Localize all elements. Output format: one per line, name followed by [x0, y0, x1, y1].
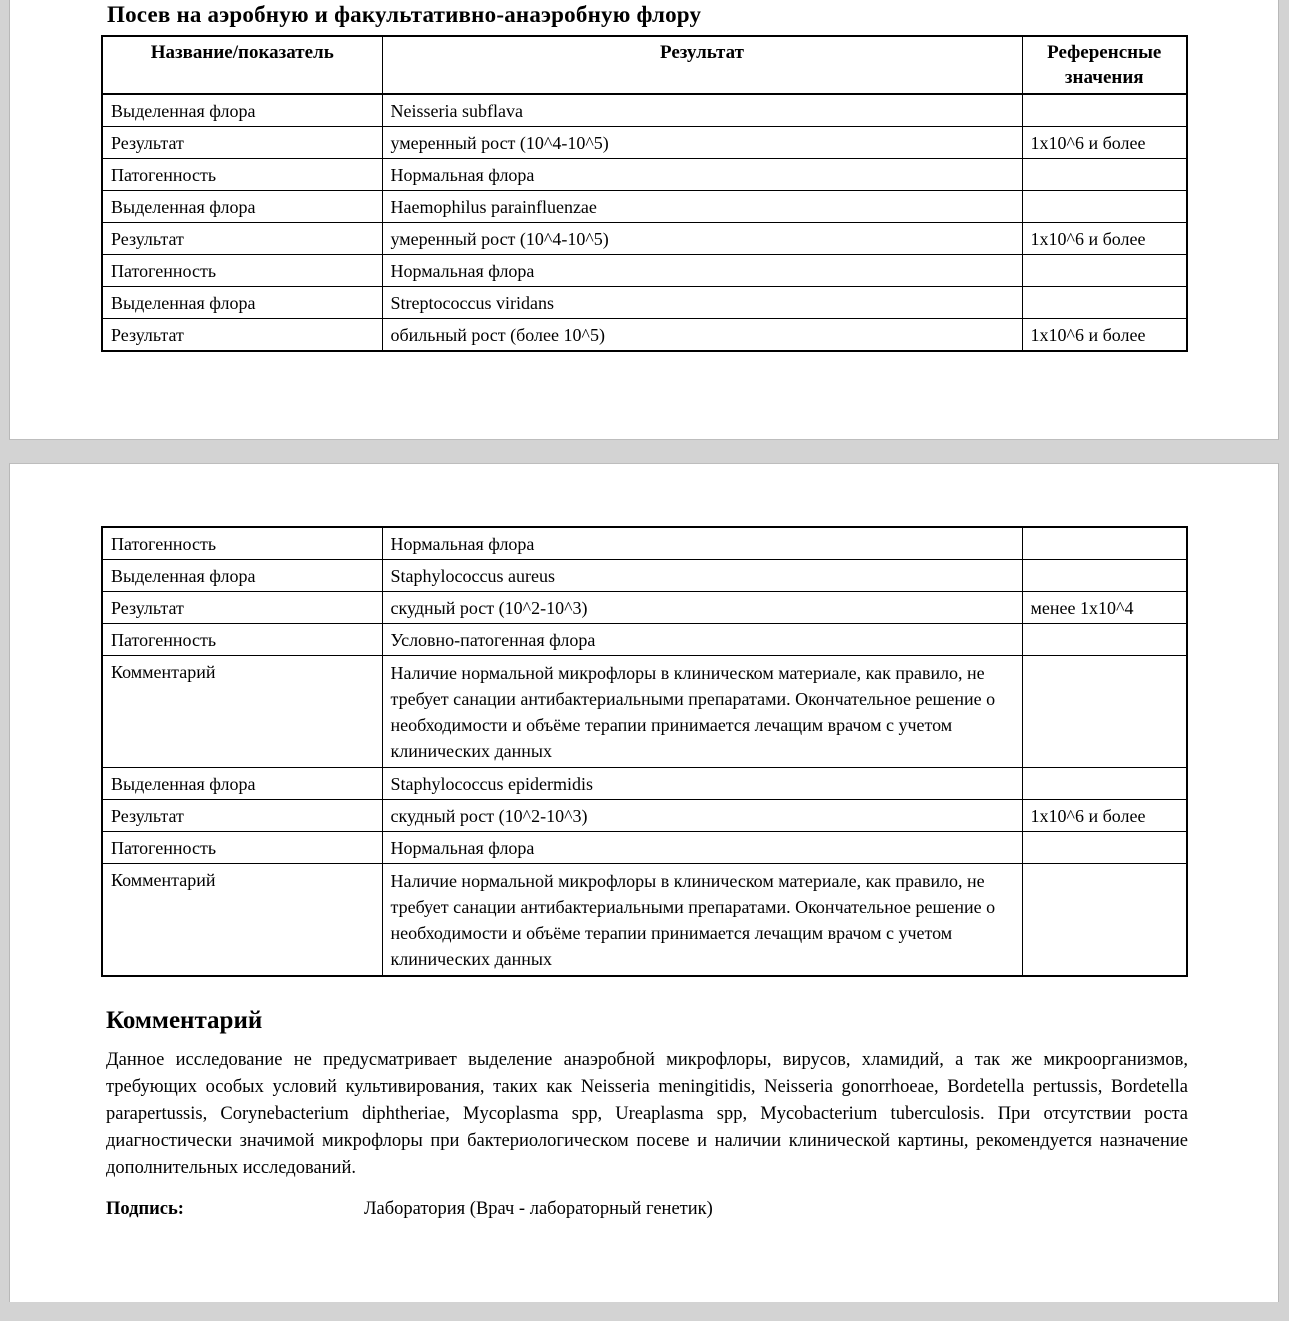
cell-ref: [1022, 287, 1187, 319]
table-row: [102, 527, 1187, 560]
document-page-2: [9, 463, 1279, 1302]
header-name-indicator: Название/показатель: [102, 36, 382, 94]
cell-result: Нормальная флора: [382, 255, 1022, 287]
cell-label: Комментарий: [102, 656, 382, 768]
cell-ref: [1022, 832, 1187, 864]
cell-ref: [1022, 624, 1187, 656]
cell-label: Результат: [102, 319, 382, 352]
cell-result: умеренный рост (10^4-10^5): [382, 127, 1022, 159]
cell-label: Выделенная флора: [102, 287, 382, 319]
signature-label: Подпись:: [106, 1199, 184, 1219]
document-page-1: [9, 0, 1279, 440]
table-row-comment: [102, 656, 1187, 768]
cell-label: Патогенность: [102, 527, 382, 560]
cell-result: скудный рост (10^2-10^3): [382, 800, 1022, 832]
culture-results-table-page1: [101, 35, 1188, 352]
cell-label: Результат: [102, 800, 382, 832]
cell-result: Наличие нормальной микрофлоры в клиническом материале, как правило, не требует санации антибактериальными препаратами. Окончательное решение о необходимости и объёме терапии принимается лечащим врачом с учетом клинических данных: [382, 656, 1022, 768]
cell-label: Выделенная флора: [102, 191, 382, 223]
signature-value: Лаборатория (Врач - лабораторный генетик): [364, 1199, 713, 1219]
table-row: [102, 191, 1187, 223]
cell-result: обильный рост (более 10^5): [382, 319, 1022, 352]
table-row: [102, 319, 1187, 352]
cell-result: Staphylococcus aureus: [382, 560, 1022, 592]
cell-label: Патогенность: [102, 159, 382, 191]
cell-result: умеренный рост (10^4-10^5): [382, 223, 1022, 255]
table-row: [102, 223, 1187, 255]
cell-label: Комментарий: [102, 864, 382, 977]
cell-ref: 1x10^6 и более: [1022, 223, 1187, 255]
report-title: Посев на аэробную и факультативно-анаэробную флору: [107, 2, 702, 27]
cell-result: Наличие нормальной микрофлоры в клиническом материале, как правило, не требует санации антибактериальными препаратами. Окончательное решение о необходимости и объёме терапии принимается лечащим врачом с учетом клинических данных: [382, 864, 1022, 977]
table-row: [102, 159, 1187, 191]
cell-ref: менее 1x10^4: [1022, 592, 1187, 624]
header-reference-values: Референсные значения: [1022, 36, 1187, 94]
table-row: [102, 560, 1187, 592]
table-row: [102, 255, 1187, 287]
cell-label: Выделенная флора: [102, 768, 382, 800]
table-header-row: [102, 36, 1187, 94]
cell-ref: [1022, 560, 1187, 592]
cell-label: Результат: [102, 223, 382, 255]
table-row: [102, 624, 1187, 656]
table-row: [102, 800, 1187, 832]
comment-section-body: Данное исследование не предусматривает выделение анаэробной микрофлоры, вирусов, хламидий, а так же микроорганизмов, требующих особых условий культивирования, таких как Neisseria meningitidis, Neisseria gonorrhoeae, Bordetella pertussis, Bordetella parapertussis, Corynebacterium diphtheriae, Mycoplasma spp, Ureaplasma spp, Mycobacterium tuberculosis. При отсутствии роста диагностически значимой микрофлоры при бактериологическом посеве и наличии клинической картины, рекомендуется назначение дополнительных исследований.: [106, 1050, 1188, 1178]
cell-label: Патогенность: [102, 255, 382, 287]
table-row-comment: [102, 864, 1187, 977]
cell-ref: [1022, 191, 1187, 223]
cell-ref: [1022, 527, 1187, 560]
cell-ref: [1022, 255, 1187, 287]
cell-result: скудный рост (10^2-10^3): [382, 592, 1022, 624]
table-row: [102, 127, 1187, 159]
cell-result: Haemophilus parainfluenzae: [382, 191, 1022, 223]
cell-result: Staphylococcus epidermidis: [382, 768, 1022, 800]
cell-result: Нормальная флора: [382, 159, 1022, 191]
cell-label: Выделенная флора: [102, 560, 382, 592]
table-row: [102, 287, 1187, 319]
table-row: [102, 832, 1187, 864]
cell-ref: [1022, 864, 1187, 977]
cell-label: Выделенная флора: [102, 94, 382, 127]
table-row: [102, 94, 1187, 127]
cell-label: Патогенность: [102, 832, 382, 864]
cell-result: Нормальная флора: [382, 832, 1022, 864]
cell-label: Патогенность: [102, 624, 382, 656]
page-gap: [0, 440, 1289, 463]
cell-ref: 1x10^6 и более: [1022, 319, 1187, 352]
table-row: [102, 768, 1187, 800]
cell-label: Результат: [102, 127, 382, 159]
cell-ref: [1022, 94, 1187, 127]
cell-result: Neisseria subflava: [382, 94, 1022, 127]
signature-row: [106, 1196, 1278, 1222]
cell-ref: [1022, 656, 1187, 768]
culture-results-table-page2: [101, 526, 1188, 977]
header-result: Результат: [382, 36, 1022, 94]
cell-ref: 1x10^6 и более: [1022, 127, 1187, 159]
cell-result: Условно-патогенная флора: [382, 624, 1022, 656]
cell-result: Streptococcus viridans: [382, 287, 1022, 319]
cell-result: Нормальная флора: [382, 527, 1022, 560]
cell-ref: 1x10^6 и более: [1022, 800, 1187, 832]
table-row: [102, 592, 1187, 624]
comment-section-heading: Комментарий: [106, 1007, 263, 1034]
cell-ref: [1022, 768, 1187, 800]
cell-label: Результат: [102, 592, 382, 624]
cell-ref: [1022, 159, 1187, 191]
